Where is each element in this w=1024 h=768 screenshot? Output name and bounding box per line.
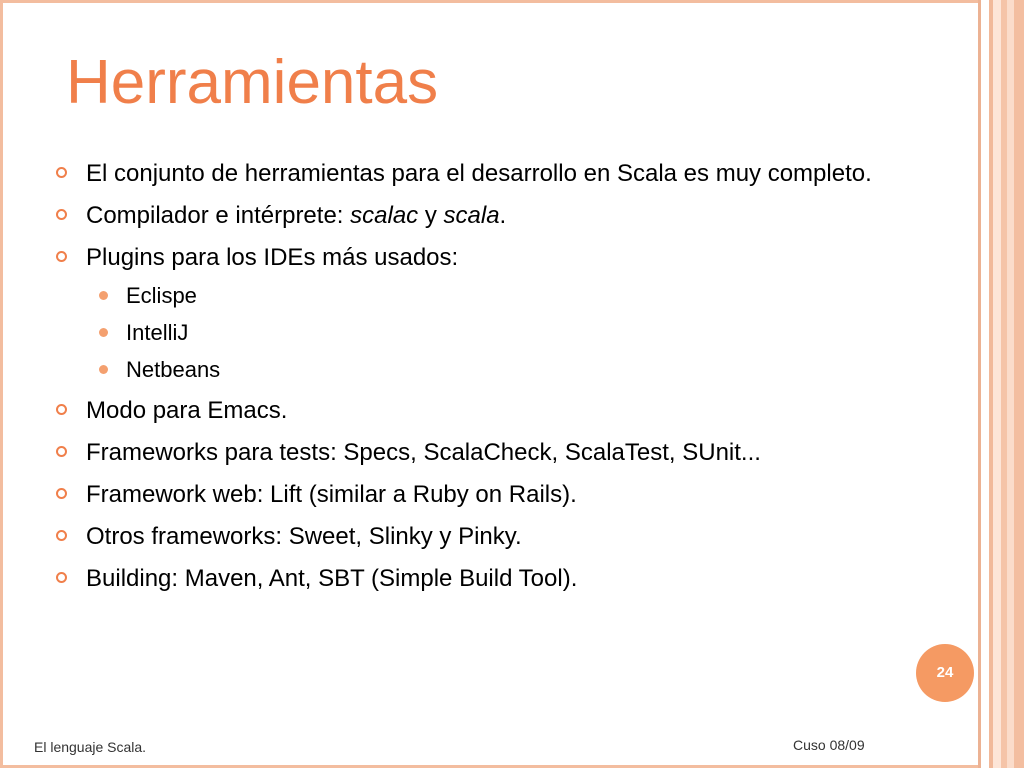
bullet-text: Building: Maven, Ant, SBT (Simple Build Tool). <box>86 565 578 592</box>
ring-bullet-icon <box>56 446 67 457</box>
ring-bullet-icon <box>56 530 67 541</box>
bullet-item <box>56 156 876 191</box>
slide-title: Herramientas <box>66 48 439 117</box>
bullet-text: Plugins para los IDEs más usados: <box>86 244 459 271</box>
ring-bullet-icon <box>56 488 67 499</box>
dot-bullet-icon <box>99 365 108 374</box>
slide-border-top <box>0 0 980 3</box>
decorative-stripe <box>993 0 1001 768</box>
bullet-text-emphasis: scala <box>443 202 500 229</box>
bullet-item <box>56 393 876 428</box>
decorative-stripe <box>981 0 989 768</box>
bullet-text-suffix: . <box>499 202 507 229</box>
bullet-item <box>56 519 876 554</box>
bullet-item <box>56 240 876 275</box>
bullet-item <box>56 435 876 470</box>
sub-bullet-text: Eclispe <box>126 283 197 308</box>
bullet-list <box>56 156 876 603</box>
sub-bullet-item <box>56 280 876 312</box>
bullet-text-emphasis: scalac <box>350 202 419 229</box>
sub-bullet-text: IntelliJ <box>126 320 189 345</box>
bullet-item <box>56 198 876 233</box>
footer-title: El lenguaje Scala. <box>34 739 147 755</box>
bullet-item <box>56 561 876 596</box>
bullet-text: Modo para Emacs. <box>86 397 288 424</box>
sub-bullet-item <box>56 354 876 386</box>
sub-bullet-item <box>56 317 876 349</box>
decorative-stripe <box>1007 0 1014 768</box>
dot-bullet-icon <box>99 291 108 300</box>
dot-bullet-icon <box>99 328 108 337</box>
sub-bullet-text: Netbeans <box>126 357 221 382</box>
bullet-item <box>56 477 876 512</box>
ring-bullet-icon <box>56 251 67 262</box>
ring-bullet-icon <box>56 167 67 178</box>
bullet-text-middle: y <box>418 202 444 229</box>
decorative-stripe <box>1014 0 1024 768</box>
ring-bullet-icon <box>56 404 67 415</box>
bullet-text: Otros frameworks: Sweet, Slinky y Pinky. <box>86 523 522 550</box>
bullet-text: Framework web: Lift (similar a Ruby on Rails). <box>86 481 577 508</box>
ring-bullet-icon <box>56 572 67 583</box>
footer-course: Cuso 08/09 <box>793 737 865 753</box>
slide-border-left <box>0 0 3 768</box>
bullet-text: Frameworks para tests: Specs, ScalaCheck, ScalaTest, SUnit... <box>86 439 761 466</box>
slide-number-badge: 24 <box>916 644 974 702</box>
bullet-text-prefix: Compilador e intérprete: <box>86 202 351 229</box>
ring-bullet-icon <box>56 209 67 220</box>
bullet-text: El conjunto de herramientas para el desarrollo en Scala es muy completo. <box>86 160 872 187</box>
